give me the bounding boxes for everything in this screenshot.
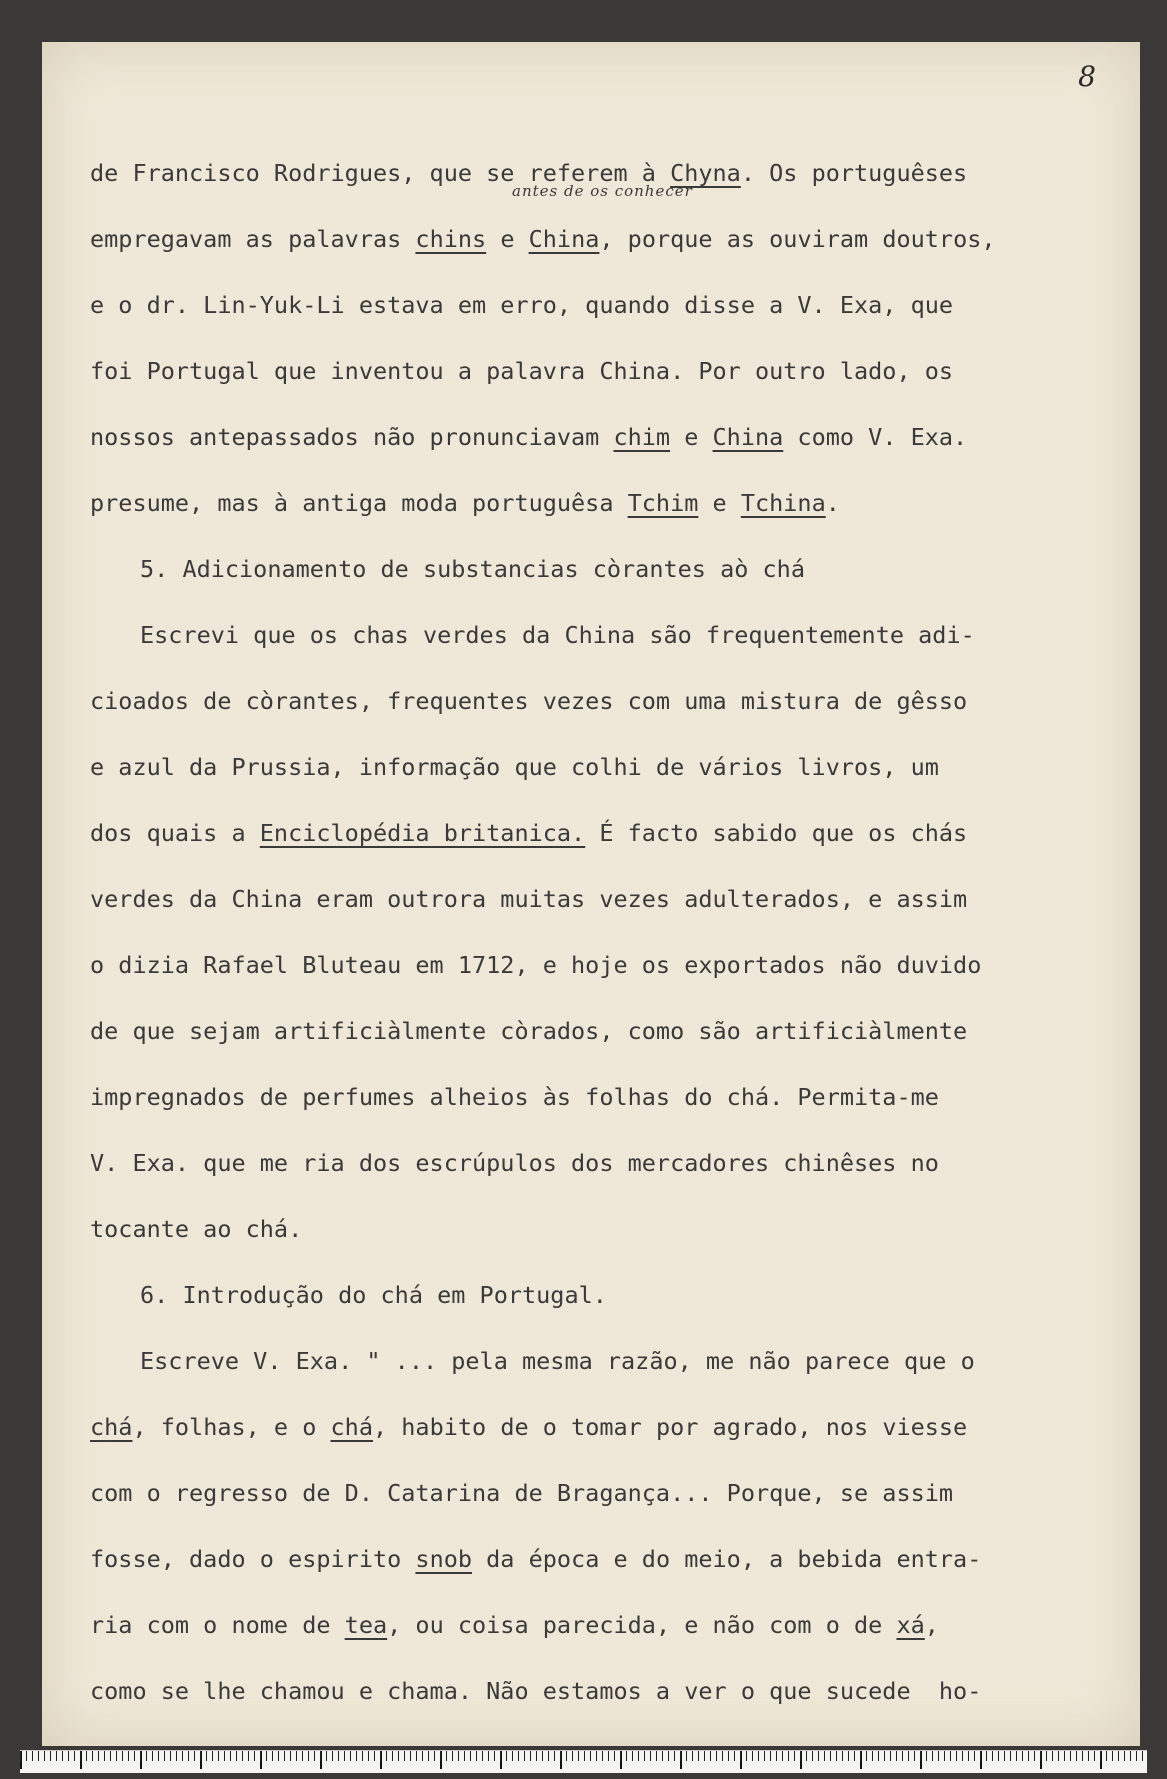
underlined-text: China	[528, 225, 600, 253]
text-segment: tocante ao chá.	[90, 1215, 303, 1243]
underlined-text: Chyna	[670, 159, 741, 187]
text-line	[90, 404, 1130, 470]
text-segment: ria com o nome de	[90, 1611, 345, 1639]
text-line	[90, 1262, 1130, 1328]
text-segment: , folhas, e o	[132, 1413, 331, 1441]
text-line	[90, 1526, 1130, 1592]
text-line	[90, 1130, 1130, 1196]
text-segment: . Os portuguêses	[740, 159, 968, 187]
text-segment: nossos antepassados não pronunciavam	[90, 423, 614, 451]
text-line	[90, 536, 1130, 602]
text-line	[90, 1328, 1130, 1394]
text-segment: dos quais a	[90, 819, 260, 847]
text-line	[90, 734, 1130, 800]
text-segment: , porque as ouviram doutros,	[599, 225, 996, 253]
text-segment: foi Portugal que inventou a palavra China. Por outro lado, os	[90, 357, 954, 385]
text-line	[90, 932, 1130, 998]
underlined-text: chins	[415, 225, 487, 253]
underlined-text: xá	[896, 1611, 925, 1639]
text-segment: ,	[924, 1611, 939, 1639]
underlined-text: Tchina	[740, 489, 826, 517]
text-line	[90, 272, 1130, 338]
handwritten-annotation: antes de os conhecer	[512, 182, 693, 200]
text-segment: verdes da China eram outrora muitas vezes adulterados, e assim	[90, 885, 968, 913]
text-segment: impregnados de perfumes alheios às folhas do chá. Permita-me	[90, 1083, 939, 1111]
underlined-text: chim	[613, 423, 671, 451]
text-segment: de que sejam artificiàlmente còrados, como são artificiàlmente	[90, 1017, 968, 1045]
text-segment: 6. Introdução do chá em Portugal.	[140, 1281, 607, 1309]
text-segment: o dizia Rafael Bluteau em 1712, e hoje os exportados não duvido	[90, 951, 982, 979]
scale-ruler	[20, 1750, 1147, 1773]
text-segment: 5. Adicionamento de substancias còrantes aò chá	[140, 555, 805, 583]
underlined-text: Enciclopédia britanica.	[259, 819, 586, 847]
text-segment: de Francisco Rodrigues, que se referem à	[90, 159, 671, 187]
text-segment: e	[670, 423, 713, 451]
text-line	[90, 1064, 1130, 1130]
text-line	[90, 668, 1130, 734]
text-line	[90, 1196, 1130, 1262]
text-line	[90, 206, 1130, 272]
text-segment: presume, mas à antiga moda portuguêsa	[90, 489, 628, 517]
text-line	[90, 602, 1130, 668]
text-segment: empregavam as palavras	[90, 225, 416, 253]
text-line	[90, 338, 1130, 404]
text-line	[90, 998, 1130, 1064]
underlined-text: snob	[415, 1545, 473, 1573]
text-segment: .	[825, 489, 840, 517]
text-line	[90, 140, 1130, 206]
underlined-text: China	[712, 423, 784, 451]
underlined-text: Tchim	[627, 489, 699, 517]
document-page	[42, 42, 1140, 1746]
text-line	[90, 1394, 1130, 1460]
text-segment: com o regresso de D. Catarina de Bragança... Porque, se assim	[90, 1479, 954, 1507]
text-segment: , habito de o tomar por agrado, nos viesse	[372, 1413, 968, 1441]
text-segment: É facto sabido que os chás	[585, 819, 968, 847]
text-segment: e o dr. Lin-Yuk-Li estava em erro, quando disse a V. Exa, que	[90, 291, 954, 319]
text-segment: da época e do meio, a bebida entra-	[472, 1545, 982, 1573]
text-segment: V. Exa. que me ria dos escrúpulos dos mercadores chinêses no	[90, 1149, 939, 1177]
text-segment: Escrevi que os chas verdes da China são frequentemente adi-	[140, 621, 975, 649]
text-segment: e	[698, 489, 741, 517]
typed-text-body	[90, 140, 1130, 1724]
text-line	[90, 800, 1130, 866]
text-line	[90, 1460, 1130, 1526]
text-segment: fosse, dado o espirito	[90, 1545, 416, 1573]
page-number: 8	[1078, 60, 1096, 93]
text-segment: e azul da Prussia, informação que colhi de vários livros, um	[90, 753, 939, 781]
underlined-text: chá	[330, 1413, 373, 1441]
text-line	[90, 1592, 1130, 1658]
underlined-text: chá	[90, 1413, 133, 1441]
text-segment: como V. Exa.	[783, 423, 968, 451]
text-segment: cioados de còrantes, frequentes vezes com uma mistura de gêsso	[90, 687, 968, 715]
text-line	[90, 470, 1130, 536]
underlined-text: tea	[344, 1611, 388, 1639]
text-segment: , ou coisa parecida, e não com o de	[387, 1611, 897, 1639]
text-line	[90, 866, 1130, 932]
text-segment: Escreve V. Exa. " ... pela mesma razão, me não parece que o	[140, 1347, 975, 1375]
text-line	[90, 1658, 1130, 1724]
text-segment: como se lhe chamou e chama. Não estamos a ver o que sucede ho-	[90, 1677, 982, 1705]
text-segment: e	[486, 225, 529, 253]
